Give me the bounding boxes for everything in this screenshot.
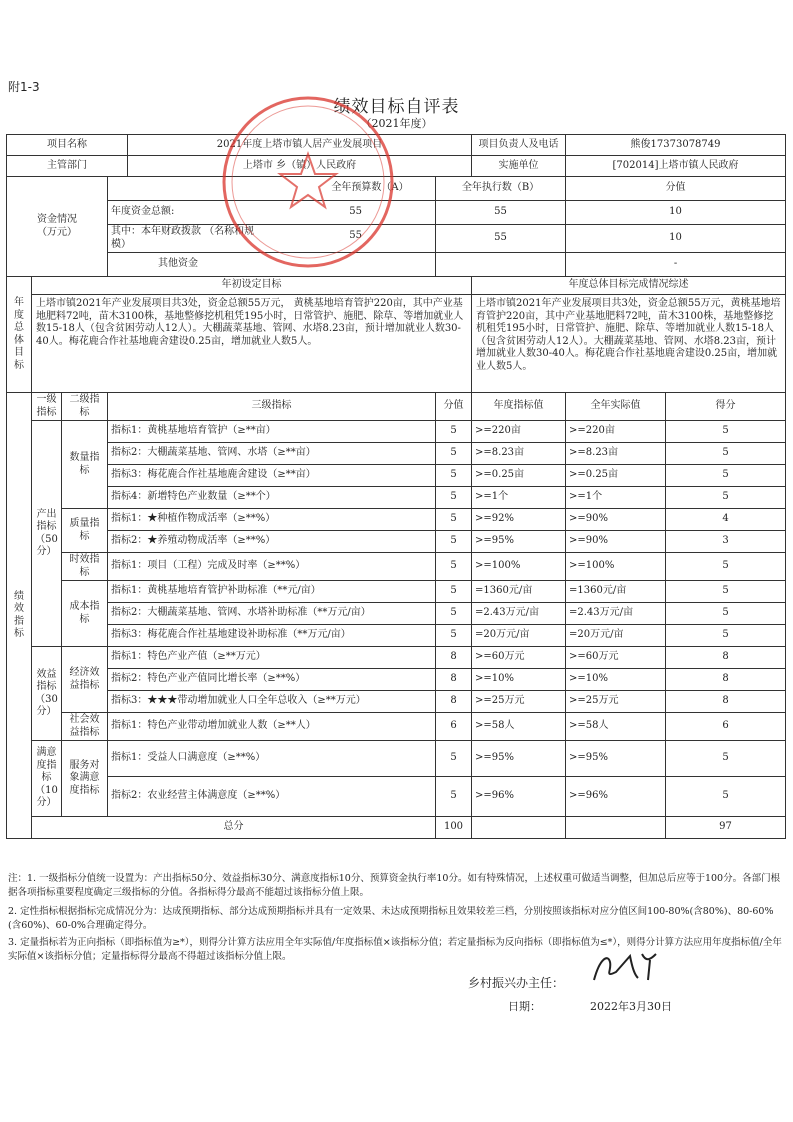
funds-row-a: 55 — [349, 206, 362, 218]
header-target: 年度指标值 — [472, 393, 566, 421]
funds-col-score: 分值 — [566, 177, 786, 201]
indicator-target: >=25万元 — [472, 691, 566, 713]
level1-benefit: 效益指标（30分） — [32, 647, 62, 741]
funds-row-b — [436, 253, 566, 277]
dept-label: 主管部门 — [7, 156, 128, 177]
header-actual: 全年实际值 — [566, 393, 666, 421]
indicator-score: 5 — [436, 443, 472, 465]
indicator-target: >=95% — [472, 741, 566, 777]
funds-row-label: 其他资金 — [108, 253, 436, 277]
date-value: 2022年3月30日 — [590, 1000, 672, 1013]
indicator-target: >=10% — [472, 669, 566, 691]
indicator-name: 指标3：梅花鹿合作社基地鹿舍建设（≥**亩） — [108, 465, 436, 487]
goals-done-header: 年度总体目标完成情况综述 — [472, 277, 786, 295]
level2-quality: 质量指标 — [62, 509, 108, 553]
indicator-name: 指标2：★养殖动物成活率（≥**%） — [108, 531, 436, 553]
indicator-score: 8 — [436, 691, 472, 713]
indicator-got: 5 — [666, 741, 786, 777]
leader-value: 熊俊17373078749 — [566, 135, 786, 156]
header-got: 得分 — [666, 393, 786, 421]
indicator-target: >=96% — [472, 777, 566, 817]
indicator-score: 6 — [436, 713, 472, 741]
indicator-actual: =2.43万元/亩 — [566, 603, 666, 625]
project-name-value: 2021年度上塔市镇人居产业发展项目 — [128, 135, 472, 156]
funds-row-score: 10 — [566, 225, 786, 253]
indicator-actual: >=25万元 — [566, 691, 666, 713]
indicator-got: 8 — [666, 669, 786, 691]
goals-initial-text: 上塔市镇2021年产业发展项目共3处，资金总额55万元， 黄桃基地培育管护220亩，其中产业基地肥料72吨，苗木3100株，基地整修挖机租凭195小时，日常管护、施肥、除草、等增加就业人数15-18人（包含贫困劳动人12人）。大棚蔬菜基地、管网、水塔8.23亩，预计增加就业人数30-40人。梅花鹿合作社基地鹿舍建设0.25亩，增加就业人数5人。 — [32, 295, 472, 393]
indicator-target: >=220亩 — [472, 421, 566, 443]
indicator-actual: >=90% — [566, 531, 666, 553]
indicator-target: >=0.25亩 — [472, 465, 566, 487]
level2-quantity: 数量指标 — [62, 421, 108, 509]
indicator-score: 5 — [436, 509, 472, 531]
indicator-actual: >=58人 — [566, 713, 666, 741]
indicator-score: 8 — [436, 647, 472, 669]
funds-row-label: 其中：本年财政拨款 （名称和规模） — [111, 226, 255, 250]
header-level2: 二级指标 — [62, 393, 108, 421]
official-seal — [218, 92, 398, 272]
signer-label: 乡村振兴办主任： — [468, 976, 565, 990]
level1-output: 产出指标（50分） — [32, 421, 62, 647]
funds-row-score: - — [566, 253, 786, 277]
indicator-name: 指标3：梅花鹿合作社基地建设补助标准（**万元/亩） — [108, 625, 436, 647]
indicator-name: 指标1：特色产业带动增加就业人数（≥**人） — [108, 713, 436, 741]
leader-label: 项目负责人及电话 — [472, 135, 566, 156]
indicator-actual: >=8.23亩 — [566, 443, 666, 465]
indicator-target: >=8.23亩 — [472, 443, 566, 465]
goals-side-label: 年度总体目标 — [7, 277, 32, 393]
indicator-actual: >=1个 — [566, 487, 666, 509]
indicator-got: 4 — [666, 509, 786, 531]
total-got: 97 — [666, 817, 786, 839]
indicator-got: 5 — [666, 443, 786, 465]
indicator-got: 5 — [666, 777, 786, 817]
funds-label: 资金情况 （万元） — [7, 177, 108, 277]
level2-timeliness: 时效指标 — [62, 553, 108, 581]
indicator-got: 8 — [666, 647, 786, 669]
indicator-score: 5 — [436, 581, 472, 603]
indicator-name: 指标2：大棚蔬菜基地、管网、水塔补助标准（**万元/亩） — [108, 603, 436, 625]
indicator-name: 指标1：特色产业产值（≥**万元） — [108, 647, 436, 669]
indicator-actual: >=95% — [566, 741, 666, 777]
indicator-target: =2.43万元/亩 — [472, 603, 566, 625]
level2-cost: 成本指标 — [62, 581, 108, 647]
level2-social: 社会效益指标 — [62, 713, 108, 741]
goals-initial-header: 年初设定目标 — [32, 277, 472, 295]
indicator-got: 3 — [666, 531, 786, 553]
page-title: 绩效目标自评表 — [333, 97, 460, 117]
indicator-score: 8 — [436, 669, 472, 691]
indicator-actual: >=96% — [566, 777, 666, 817]
header-score: 分值 — [436, 393, 472, 421]
total-label: 总分 — [32, 817, 436, 839]
indicator-score: 5 — [436, 553, 472, 581]
indicator-name: 指标1：项目（工程）完成及时率（≥**%） — [108, 553, 436, 581]
indicator-target: >=92% — [472, 509, 566, 531]
indicator-actual: =20万元/亩 — [566, 625, 666, 647]
indicator-score: 5 — [436, 777, 472, 817]
impl-value: [702014]上塔市镇人民政府 — [566, 156, 786, 177]
indicator-got: 5 — [666, 553, 786, 581]
report-year: （2021年度） — [360, 117, 433, 130]
indicator-got: 5 — [666, 603, 786, 625]
indicator-target: >=60万元 — [472, 647, 566, 669]
indicator-got: 6 — [666, 713, 786, 741]
indicator-actual: >=220亩 — [566, 421, 666, 443]
funds-row-a: 55 — [349, 230, 362, 241]
indicators-side-label: 绩效指标 — [7, 393, 32, 839]
dept-value: 上塔市 乡（镇）人民政府 — [128, 156, 472, 177]
funds-row-label: 年度资金总额: — [111, 206, 175, 218]
indicator-target: =1360元/亩 — [472, 581, 566, 603]
indicator-actual: >=60万元 — [566, 647, 666, 669]
indicator-actual: >=90% — [566, 509, 666, 531]
note-1: 注：1. 一级指标分值统一设置为：产出指标50分、效益指标30分、满意度指标10分、预算资金执行率10分。如有特殊情况，上述权重可做适当调整，但加总后应等于100分。各部门根据各项指标重要程度确定三级指标的分值。各指标得分最高不能超过该指标分值上限。 — [8, 873, 781, 899]
indicator-actual: >=0.25亩 — [566, 465, 666, 487]
indicator-name: 指标2：农业经营主体满意度（≥**%） — [108, 777, 436, 817]
header-level3: 三级指标 — [108, 393, 436, 421]
funds-col-a: 全年预算数（A） — [108, 177, 436, 201]
indicator-got: 8 — [666, 691, 786, 713]
indicator-got: 5 — [666, 625, 786, 647]
indicator-score: 5 — [436, 465, 472, 487]
note-3: 3. 定量指标若为正向指标（即指标值为≥*），则得分计算方法应用全年实际值/年度指标值×该指标分值；若定量指标为反向指标（即指标值为≤*），则得分计算方法应用年度指标值/全年实际值×该指标分值；定量指标得分最高不得超过该指标分值上限。 — [8, 937, 782, 963]
date-label: 日期： — [508, 1000, 541, 1013]
goals-done-text: 上塔市镇2021年产业发展项目共3处，资金总额55万元，黄桃基地培育管护220亩，其中产业基地肥料72吨，苗木3100株，基地整修挖机租凭195小时，日常管护、施肥、除草、等增加就业人数15-18人（包含贫困劳动人12人）。大棚蔬菜基地、管网、水塔8.23亩，预计增加就业人数30-40人。梅花鹿合作社基地鹿舍建设0.25亩，增加就业人数5人。 — [472, 295, 786, 393]
annex-label: 附1-3 — [8, 80, 40, 94]
indicator-score: 5 — [436, 625, 472, 647]
funds-row-score: 10 — [566, 201, 786, 225]
indicator-actual: >=100% — [566, 553, 666, 581]
level2-service: 服务对象满意度指标 — [62, 741, 108, 817]
indicator-name: 指标1：受益人口满意度（≥**%） — [108, 741, 436, 777]
level1-satisfaction: 满意度指标（10分） — [32, 741, 62, 817]
indicator-target: >=1个 — [472, 487, 566, 509]
indicator-score: 5 — [436, 487, 472, 509]
indicator-target: >=100% — [472, 553, 566, 581]
indicator-target: >=95% — [472, 531, 566, 553]
total-score: 100 — [436, 817, 472, 839]
indicator-name: 指标2：特色产业产值同比增长率（≥**%） — [108, 669, 436, 691]
funds-row-b: 55 — [436, 201, 566, 225]
indicator-target: >=58人 — [472, 713, 566, 741]
indicator-name: 指标2：大棚蔬菜基地、管网、水塔（≥**亩） — [108, 443, 436, 465]
indicator-actual: >=10% — [566, 669, 666, 691]
funds-row-b: 55 — [436, 225, 566, 253]
impl-label: 实施单位 — [472, 156, 566, 177]
indicator-name: 指标4：新增特色产业数量（≥**个） — [108, 487, 436, 509]
indicator-got: 5 — [666, 487, 786, 509]
funds-col-b: 全年执行数（B） — [436, 177, 566, 201]
indicator-target: =20万元/亩 — [472, 625, 566, 647]
level2-economic: 经济效益指标 — [62, 647, 108, 713]
indicator-name: 指标3：★★★带动增加就业人口全年总收入（≥**万元） — [108, 691, 436, 713]
indicator-got: 5 — [666, 581, 786, 603]
indicator-name: 指标1：黄桃基地培育管护补助标准（**元/亩） — [108, 581, 436, 603]
note-2: 2. 定性指标根据指标完成情况分为：达成预期指标、部分达成预期指标并具有一定效果、未达成预期指标且效果较差三档，分别按照该指标对应分值区间100-80%(含80%)、80-60%(含60%)、60-0%合理确定得分。 — [8, 906, 774, 932]
indicator-actual: =1360元/亩 — [566, 581, 666, 603]
indicator-score: 5 — [436, 531, 472, 553]
indicator-got: 5 — [666, 465, 786, 487]
indicator-score: 5 — [436, 603, 472, 625]
indicator-score: 5 — [436, 421, 472, 443]
handwritten-signature — [590, 948, 680, 988]
indicator-got: 5 — [666, 421, 786, 443]
indicator-name: 指标1：黄桃基地培育管护（≥**亩） — [108, 421, 436, 443]
project-name-label: 项目名称 — [7, 135, 128, 156]
indicator-name: 指标1：★种植作物成活率（≥**%） — [108, 509, 436, 531]
header-level1: 一级指标 — [32, 393, 62, 421]
indicator-score: 5 — [436, 741, 472, 777]
